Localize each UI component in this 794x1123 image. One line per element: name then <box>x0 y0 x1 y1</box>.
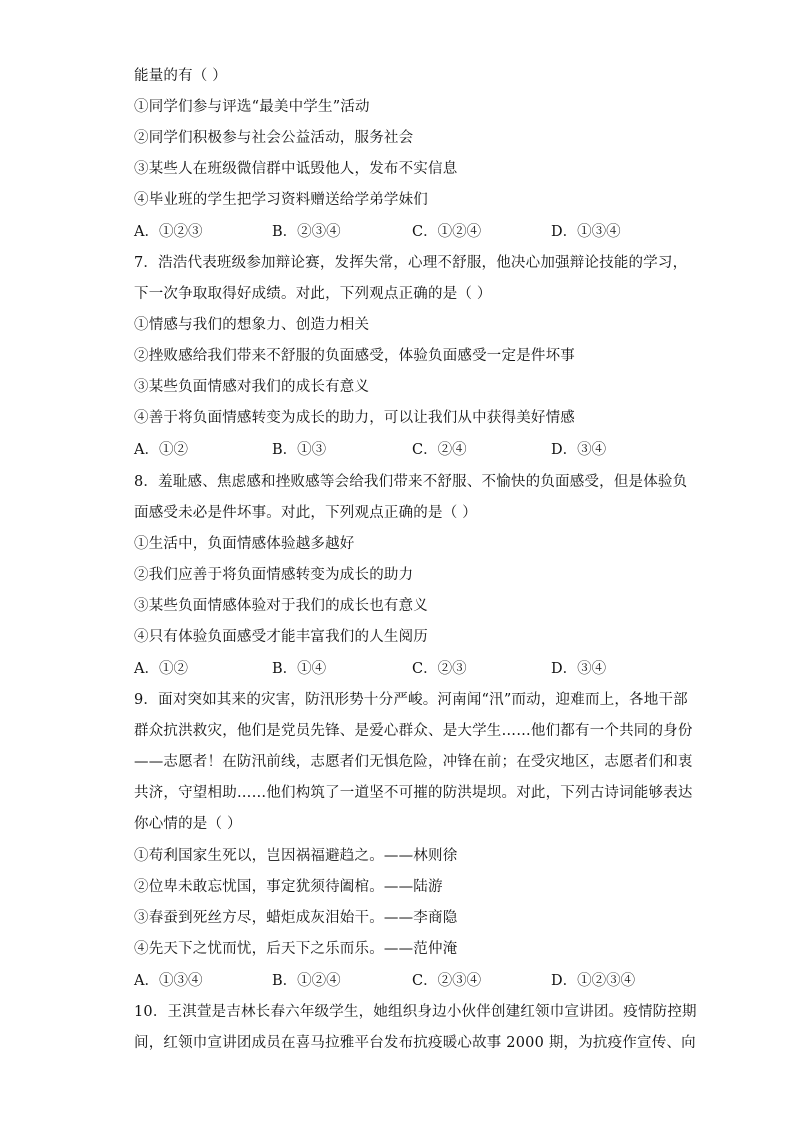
q6-stem-end: 能量的有（ ） <box>134 68 228 84</box>
q7-item-2: ②挫败感给我们带来不舒服的负面感受，体验负面感受一定是件坏事 <box>134 348 575 364</box>
q7-option-a: A．①② <box>134 442 188 458</box>
q8-option-c: C．②③ <box>412 661 467 677</box>
q6-option-c: C．①②④ <box>412 224 482 240</box>
q8-stem-line-1: 8．羞耻感、焦虑感和挫败感等会给我们带来不舒服、不愉快的负面感受，但是体验负 <box>134 474 688 490</box>
q6-option-a: A．①②③ <box>134 224 203 240</box>
q9-item-2: ②位卑未敢忘忧国，事定犹须待阖棺。——陆游 <box>134 879 443 895</box>
q9-stem-line-1: 9．面对突如其来的灾害，防汛形势十分严峻。河南闻“汛”而动，迎难而上，各地干部 <box>134 692 688 708</box>
q10-stem-line-2: 间，红领巾宣讲团成员在喜马拉雅平台发布抗疫暖心故事 2000 期，为抗疫作宣传、向 <box>134 1035 696 1051</box>
q9-stem-line-2: 群众抗洪救灾，他们是党员先锋、是爱心群众、是大学生……他们都有一个共同的身份 <box>134 723 693 739</box>
q9-stem-line-3: ——志愿者！在防汛前线，志愿者们无惧危险，冲锋在前；在受灾地区，志愿者们和衷 <box>134 754 693 770</box>
q7-option-d: D．③④ <box>551 442 607 458</box>
q7-item-1: ①情感与我们的想象力、创造力相关 <box>134 317 370 333</box>
q6-option-b: B．②③④ <box>272 224 341 240</box>
q9-option-b: B．①②④ <box>272 973 341 989</box>
q7-option-b: B．①③ <box>272 442 327 458</box>
q7-stem-line-2: 下一次争取取得好成绩。对此，下列观点正确的是（ ） <box>134 286 492 302</box>
q10-stem-line-1: 10．王淇萱是吉林长春六年级学生，她组织身边小伙伴创建红领巾宣讲团。疫情防控期 <box>134 1004 697 1020</box>
q6-option-d: D．①③④ <box>551 224 621 240</box>
q9-stem-line-5: 你心情的是（ ） <box>134 816 242 832</box>
q8-item-1: ①生活中，负面情感体验越多越好 <box>134 536 355 552</box>
q9-option-a: A．①③④ <box>134 973 203 989</box>
q8-stem-line-2: 面感受未必是件坏事。对此，下列观点正确的是（ ） <box>134 505 477 521</box>
q6-item-4: ④毕业班的学生把学习资料赠送给学弟学妹们 <box>134 192 428 208</box>
q8-option-a: A．①② <box>134 661 188 677</box>
q9-option-d: D．①②③④ <box>551 973 636 989</box>
q6-item-2: ②同学们积极参与社会公益活动，服务社会 <box>134 130 414 146</box>
q7-item-3: ③某些负面情感对我们的成长有意义 <box>134 379 370 395</box>
q8-item-3: ③某些负面情感体验对于我们的成长也有意义 <box>134 598 428 614</box>
q7-option-c: C．②④ <box>412 442 467 458</box>
q6-item-3: ③某些人在班级微信群中诋毁他人，发布不实信息 <box>134 161 458 177</box>
q7-item-4: ④善于将负面情感转变为成长的助力，可以让我们从中获得美好情感 <box>134 410 575 426</box>
q6-item-1: ①同学们参与评选“最美中学生”活动 <box>134 99 370 115</box>
q9-item-3: ③春蚕到死丝方尽，蜡炬成灰泪始干。——李商隐 <box>134 910 458 926</box>
q9-stem-line-4: 共济，守望相助……他们构筑了一道坚不可摧的防洪堤坝。对此，下列古诗词能够表达 <box>134 785 693 801</box>
q8-option-d: D．③④ <box>551 661 607 677</box>
q8-item-2: ②我们应善于将负面情感转变为成长的助力 <box>134 567 414 583</box>
q7-stem-line-1: 7．浩浩代表班级参加辩论赛，发挥失常，心理不舒服，他决心加强辩论技能的学习， <box>134 255 688 271</box>
q9-option-c: C．②③④ <box>412 973 482 989</box>
q9-item-4: ④先天下之忧而忧，后天下之乐而乐。——范仲淹 <box>134 941 458 957</box>
q8-option-b: B．①④ <box>272 661 327 677</box>
q8-item-4: ④只有体验负面感受才能丰富我们的人生阅历 <box>134 629 428 645</box>
q9-item-1: ①苟利国家生死以，岂因祸福避趋之。——林则徐 <box>134 848 458 864</box>
